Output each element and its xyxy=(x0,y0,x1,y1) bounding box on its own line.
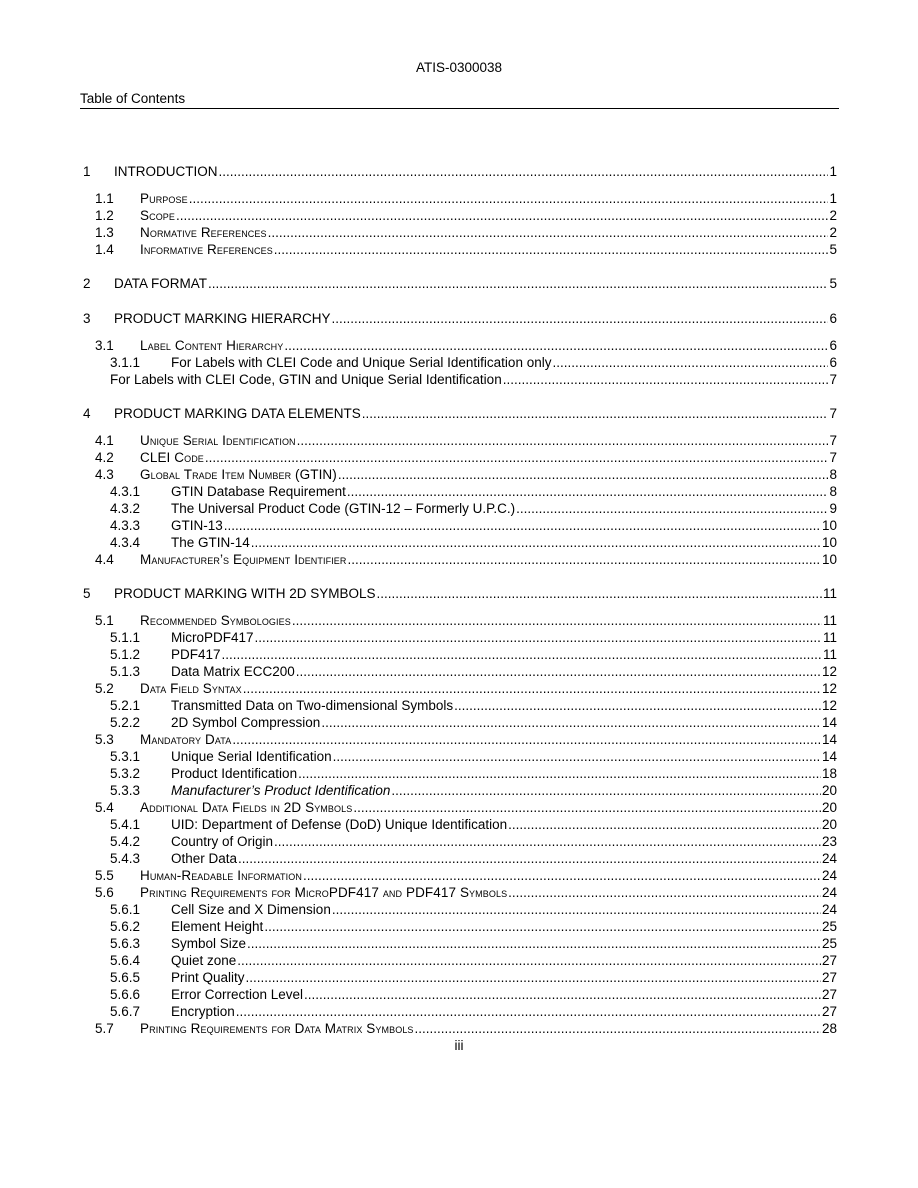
toc-entry-number: 5.6.7 xyxy=(110,1004,141,1019)
toc-entry-number: 5.3.2 xyxy=(110,766,141,781)
toc-entry-title: 2D Symbol Compression xyxy=(171,715,321,730)
toc-entry-title: Error Correction Level xyxy=(171,987,304,1002)
toc-entry[interactable] xyxy=(80,467,837,484)
toc-dot-leader xyxy=(247,936,821,951)
toc-dot-leader xyxy=(377,586,822,601)
toc-entry[interactable] xyxy=(80,164,837,182)
toc-dot-leader xyxy=(274,242,829,257)
toc-entry-page: 12 xyxy=(821,681,837,696)
toc-dot-leader xyxy=(243,681,821,696)
toc-entry[interactable] xyxy=(80,766,837,783)
toc-entry-title: UID: Department of Defense (DoD) Unique Identification xyxy=(171,817,508,832)
toc-dot-leader xyxy=(251,535,821,550)
toc-entry[interactable] xyxy=(80,1021,837,1038)
toc-entry[interactable] xyxy=(80,919,837,936)
toc-entry[interactable] xyxy=(80,885,837,902)
toc-entry-number: 4.3.3 xyxy=(110,518,141,533)
toc-entry-number: 5.3 xyxy=(95,732,114,747)
toc-dot-leader xyxy=(246,970,821,985)
toc-entry[interactable] xyxy=(80,433,837,450)
toc-entry[interactable] xyxy=(80,613,837,630)
toc-entry[interactable] xyxy=(80,902,837,919)
toc-entry-page: 8 xyxy=(829,484,837,499)
toc-dot-leader xyxy=(176,208,828,223)
toc-dot-leader xyxy=(332,311,829,326)
toc-entry-page: 10 xyxy=(821,552,837,567)
toc-entry-page: 11 xyxy=(822,613,837,628)
toc-dot-leader xyxy=(296,664,821,679)
toc-entry-title: Scope xyxy=(140,208,176,223)
toc-dot-leader xyxy=(255,630,822,645)
toc-entry[interactable] xyxy=(80,732,837,749)
toc-entry-number: 5.1.1 xyxy=(110,630,141,645)
toc-entry-number: 5.4.1 xyxy=(110,817,141,832)
toc-entry[interactable] xyxy=(80,851,837,868)
toc-entry-title: Mandatory Data xyxy=(140,732,232,747)
toc-entry-number: 1.4 xyxy=(95,242,114,257)
toc-dot-leader xyxy=(292,613,822,628)
toc-entry-page: 24 xyxy=(821,902,837,917)
toc-entry-page: 27 xyxy=(821,1004,837,1019)
toc-entry[interactable] xyxy=(80,191,837,208)
toc-entry-title: Data Field Syntax xyxy=(140,681,242,696)
toc-dot-leader xyxy=(332,902,821,917)
toc-entry[interactable] xyxy=(80,225,837,242)
toc-entry-number: 1.2 xyxy=(95,208,114,223)
toc-entry-page: 27 xyxy=(821,987,837,1002)
toc-entry[interactable] xyxy=(80,817,837,834)
toc-entry-number: 2 xyxy=(83,276,91,291)
toc-entry-number: 1.1 xyxy=(95,191,114,206)
toc-dot-leader xyxy=(503,372,829,387)
toc-entry-page: 11 xyxy=(822,586,837,601)
toc-entry-number: 5.6.6 xyxy=(110,987,141,1002)
toc-entry-page: 12 xyxy=(821,664,837,679)
toc-entry-title: Manufacturer’s Product Identification xyxy=(171,783,391,798)
toc-entry-number: 5.6.1 xyxy=(110,902,141,917)
toc-entry-page: 5 xyxy=(829,276,837,291)
toc-dot-leader xyxy=(333,749,821,764)
toc-dot-leader xyxy=(189,191,829,206)
toc-entry[interactable] xyxy=(80,552,837,569)
toc-entry[interactable] xyxy=(80,834,837,851)
toc-entry[interactable] xyxy=(80,681,837,698)
toc-entry-page: 18 xyxy=(821,766,837,781)
toc-dot-leader xyxy=(284,338,828,353)
toc-entry-number: 4.3.2 xyxy=(110,501,141,516)
toc-entry[interactable] xyxy=(80,953,837,970)
toc-entry-page: 12 xyxy=(821,698,837,713)
toc-entry[interactable] xyxy=(80,501,837,518)
toc-entry-title: Other Data xyxy=(171,851,238,866)
toc-dot-leader xyxy=(219,164,829,179)
toc-dot-leader xyxy=(508,885,821,900)
toc-entry-number: 5.3.1 xyxy=(110,749,141,764)
toc-entry-number: 4.3.1 xyxy=(110,484,141,499)
toc-entry[interactable] xyxy=(80,242,837,259)
toc-entry-number: 4.2 xyxy=(95,450,114,465)
toc-entry-page: 24 xyxy=(821,885,837,900)
toc-dot-leader xyxy=(454,698,821,713)
toc-entry-number: 5.1.3 xyxy=(110,664,141,679)
toc-entry-title: For Labels with CLEI Code and Unique Serial Identification only xyxy=(171,355,552,370)
toc-dot-leader xyxy=(321,715,821,730)
toc-entry-number: 3 xyxy=(83,311,91,326)
toc-entry-title: Printing Requirements for Data Matrix Symbols xyxy=(140,1021,414,1036)
toc-entry-page: 7 xyxy=(829,372,837,387)
toc-entry-page: 2 xyxy=(829,208,837,223)
toc-dot-leader xyxy=(274,834,821,849)
toc-entry-number: 5.1.2 xyxy=(110,647,141,662)
toc-entry-title: Element Height xyxy=(171,919,264,934)
toc-entry-title: Print Quality xyxy=(171,970,245,985)
toc-entry-title: Quiet zone xyxy=(171,953,237,968)
toc-dot-leader xyxy=(232,732,821,747)
toc-dot-leader xyxy=(338,467,829,482)
toc-dot-leader xyxy=(205,450,829,465)
toc-entry-number: 4.3.4 xyxy=(110,535,141,550)
toc-entry-number: 5.5 xyxy=(95,868,114,883)
toc-entry-number: 5.6.3 xyxy=(110,936,141,951)
toc-entry-number: 5.1 xyxy=(95,613,114,628)
toc-dot-leader xyxy=(298,766,821,781)
toc-entry-page: 10 xyxy=(821,518,837,533)
toc-entry-number: 1 xyxy=(83,164,91,179)
toc-entry-number: 3.1 xyxy=(95,338,114,353)
toc-entry-title: Data Matrix ECC200 xyxy=(171,664,295,679)
toc-entry-number: 5.2.1 xyxy=(110,698,141,713)
toc-entry-page: 25 xyxy=(821,919,837,934)
toc-entry[interactable] xyxy=(80,664,837,681)
toc-entry[interactable] xyxy=(80,484,837,501)
toc-entry-page: 20 xyxy=(821,817,837,832)
toc-entry[interactable] xyxy=(80,208,837,225)
toc-entry-title: Informative References xyxy=(140,242,273,257)
toc-entry[interactable] xyxy=(80,970,837,987)
toc-dot-leader xyxy=(353,800,821,815)
toc-entry-title: CLEI Code xyxy=(140,450,204,465)
toc-entry-title: Cell Size and X Dimension xyxy=(171,902,331,917)
toc-entry[interactable] xyxy=(80,311,837,329)
toc-entry-title: Printing Requirements for MicroPDF417 and PDF417 Symbols xyxy=(140,885,508,900)
header-divider xyxy=(80,108,839,109)
toc-entry[interactable] xyxy=(80,586,837,604)
toc-entry-page: 10 xyxy=(821,535,837,550)
toc-entry[interactable] xyxy=(80,1004,837,1021)
toc-entry-title: Encryption xyxy=(171,1004,235,1019)
toc-entry-number: 3.1.1 xyxy=(110,355,141,370)
toc-dot-leader xyxy=(208,276,828,291)
toc-entry-number: 4.3 xyxy=(95,467,114,482)
toc-entry-title: INTRODUCTION xyxy=(114,164,218,179)
toc-entry-page: 11 xyxy=(822,630,837,645)
toc-entry[interactable] xyxy=(80,630,837,647)
toc-entry-title: GTIN Database Requirement xyxy=(171,484,346,499)
toc-entry-page: 14 xyxy=(821,749,837,764)
toc-entry-title: PDF417 xyxy=(171,647,221,662)
toc-entry-title: Country of Origin xyxy=(171,834,274,849)
toc-entry[interactable] xyxy=(80,518,837,535)
toc-entry-number: 5 xyxy=(83,586,91,601)
toc-entry-number: 4.1 xyxy=(95,433,114,448)
toc-entry-title: For Labels with CLEI Code, GTIN and Unique Serial Identification xyxy=(110,372,502,387)
toc-entry-number: 5.2.2 xyxy=(110,715,141,730)
toc-entry-page: 6 xyxy=(829,338,837,353)
toc-dot-leader xyxy=(415,1021,821,1036)
toc-entry-page: 28 xyxy=(821,1021,837,1036)
toc-entry[interactable] xyxy=(80,783,837,800)
toc-entry[interactable] xyxy=(80,800,837,817)
toc-entry-title: Normative References xyxy=(140,225,267,240)
toc-entry-page: 14 xyxy=(821,715,837,730)
toc-entry-number: 5.6 xyxy=(95,885,114,900)
toc-entry-title: Additional Data Fields in 2D Symbols xyxy=(140,800,353,815)
toc-dot-leader xyxy=(238,851,821,866)
toc-entry-page: 27 xyxy=(821,970,837,985)
toc-entry-title: Transmitted Data on Two-dimensional Symbols xyxy=(171,698,454,713)
toc-dot-leader xyxy=(224,518,821,533)
toc-entry-title: Unique Serial Identification xyxy=(140,433,296,448)
toc-entry[interactable] xyxy=(80,987,837,1004)
toc-entry-page: 24 xyxy=(821,851,837,866)
toc-entry-page: 7 xyxy=(829,406,837,421)
toc-entry[interactable] xyxy=(80,749,837,766)
toc-entry-title: Product Identification xyxy=(171,766,298,781)
toc-entry-number: 5.2 xyxy=(95,681,114,696)
toc-dot-leader xyxy=(552,355,828,370)
toc-entry-page: 1 xyxy=(829,164,837,179)
toc-entry-title: GTIN-13 xyxy=(171,518,223,533)
toc-entry[interactable] xyxy=(80,276,837,294)
toc-entry-title: MicroPDF417 xyxy=(171,630,254,645)
toc-entry-page: 5 xyxy=(829,242,837,257)
toc-entry[interactable] xyxy=(80,535,837,552)
toc-dot-leader xyxy=(268,225,829,240)
table-of-contents xyxy=(80,164,837,1038)
toc-dot-leader xyxy=(264,919,821,934)
toc-entry-page: 1 xyxy=(829,191,837,206)
toc-entry-page: 2 xyxy=(829,225,837,240)
toc-entry[interactable] xyxy=(80,450,837,467)
toc-heading: Table of Contents xyxy=(80,91,186,106)
toc-dot-leader xyxy=(237,953,821,968)
toc-entry-number: 5.6.2 xyxy=(110,919,141,934)
toc-dot-leader xyxy=(222,647,822,662)
toc-entry-page: 11 xyxy=(822,647,837,662)
toc-entry[interactable] xyxy=(80,338,837,355)
toc-entry[interactable] xyxy=(80,715,837,732)
toc-entry-title: PRODUCT MARKING WITH 2D SYMBOLS xyxy=(114,586,376,601)
toc-entry[interactable] xyxy=(80,647,837,664)
document-id: ATIS-0300038 xyxy=(415,60,503,75)
toc-entry-title: Unique Serial Identification xyxy=(171,749,332,764)
toc-entry[interactable] xyxy=(80,868,837,885)
toc-dot-leader xyxy=(297,433,829,448)
toc-dot-leader xyxy=(304,987,821,1002)
toc-entry-title: The GTIN-14 xyxy=(171,535,250,550)
toc-entry-title: The Universal Product Code (GTIN-12 – Formerly U.P.C.) xyxy=(171,501,516,516)
toc-entry[interactable] xyxy=(80,406,837,424)
toc-entry-page: 25 xyxy=(821,936,837,951)
toc-entry-page: 9 xyxy=(829,501,837,516)
toc-entry-number: 4.4 xyxy=(95,552,114,567)
toc-entry-number: 5.4 xyxy=(95,800,114,815)
toc-dot-leader xyxy=(516,501,828,516)
toc-entry-number: 4 xyxy=(83,406,91,421)
toc-entry-title: DATA FORMAT xyxy=(114,276,207,291)
toc-entry-page: 24 xyxy=(821,868,837,883)
toc-entry-number: 5.3.3 xyxy=(110,783,141,798)
toc-entry-page: 7 xyxy=(829,450,837,465)
toc-entry-page: 20 xyxy=(821,800,837,815)
toc-entry-title: Manufacturer’s Equipment Identifier xyxy=(140,552,347,567)
page-number: iii xyxy=(454,1038,464,1053)
toc-entry-number: 5.7 xyxy=(95,1021,114,1036)
toc-entry[interactable] xyxy=(80,372,837,389)
toc-entry-number: 5.4.2 xyxy=(110,834,141,849)
toc-dot-leader xyxy=(303,868,821,883)
toc-entry-page: 6 xyxy=(829,311,837,326)
toc-dot-leader xyxy=(362,406,829,421)
toc-entry-title: Global Trade Item Number (GTIN) xyxy=(140,467,337,482)
toc-entry-title: PRODUCT MARKING DATA ELEMENTS xyxy=(114,406,361,421)
toc-entry-title: Label Content Hierarchy xyxy=(140,338,284,353)
toc-entry-page: 14 xyxy=(821,732,837,747)
toc-dot-leader xyxy=(347,484,829,499)
toc-dot-leader xyxy=(236,1004,821,1019)
toc-entry-title: Purpose xyxy=(140,191,188,206)
toc-entry-number: 1.3 xyxy=(95,225,114,240)
toc-entry-number: 5.6.5 xyxy=(110,970,141,985)
toc-dot-leader xyxy=(348,552,821,567)
toc-entry-title: Symbol Size xyxy=(171,936,247,951)
toc-entry[interactable] xyxy=(80,698,837,715)
toc-entry-page: 8 xyxy=(829,467,837,482)
toc-entry-title: PRODUCT MARKING HIERARCHY xyxy=(114,311,331,326)
toc-entry-page: 23 xyxy=(821,834,837,849)
toc-entry[interactable] xyxy=(80,936,837,953)
toc-entry-page: 7 xyxy=(829,433,837,448)
toc-entry-title: Human-Readable Information xyxy=(140,868,302,883)
toc-entry-number: 5.6.4 xyxy=(110,953,141,968)
toc-entry-page: 20 xyxy=(821,783,837,798)
toc-entry-page: 6 xyxy=(829,355,837,370)
toc-entry-number: 5.4.3 xyxy=(110,851,141,866)
toc-dot-leader xyxy=(508,817,821,832)
toc-entry-title: Recommended Symbologies xyxy=(140,613,291,628)
toc-entry[interactable] xyxy=(80,355,837,372)
toc-entry-page: 27 xyxy=(821,953,837,968)
toc-dot-leader xyxy=(391,783,821,798)
